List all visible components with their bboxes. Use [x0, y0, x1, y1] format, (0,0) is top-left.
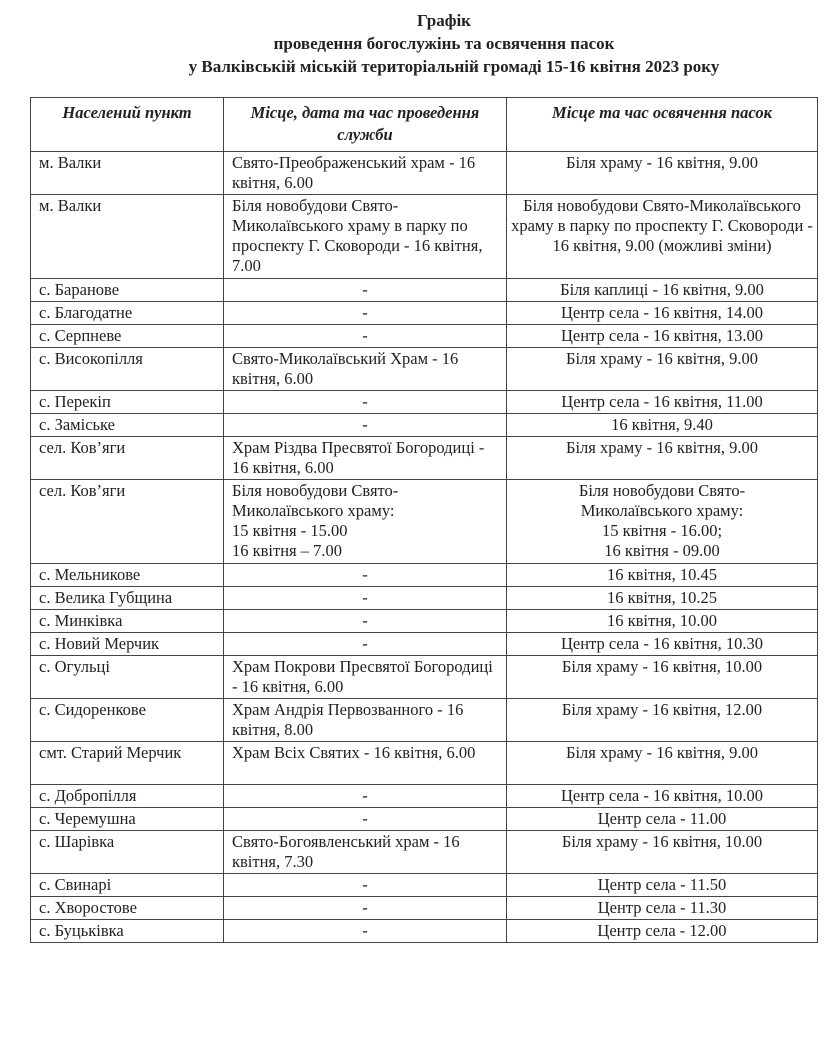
- table-row: [31, 480, 818, 564]
- service-cell: -: [224, 610, 507, 633]
- table-row: [31, 587, 818, 610]
- settlement-cell: с. Благодатне: [31, 302, 224, 325]
- table-row: [31, 302, 818, 325]
- blessing-cell: Біля новобудови Свято-Миколаївського храму в парку по проспекту Г. Сковороди - 16 квітня, 9.00 (можливі зміни): [507, 195, 818, 279]
- settlement-cell: с. Шарівка: [31, 831, 224, 874]
- blessing-line: 16 квітня - 09.00: [604, 541, 720, 560]
- blessing-cell: Біля храму - 16 квітня, 10.00: [507, 656, 818, 699]
- service-cell: Храм Різдва Пресвятої Богородиці - 16 квітня, 6.00: [224, 437, 507, 480]
- settlement-cell: сел. Ков’яги: [31, 480, 224, 564]
- blessing-cell: Біля храму - 16 квітня, 9.00: [507, 152, 818, 195]
- table-row: [31, 633, 818, 656]
- settlement-cell: сел. Ков’яги: [31, 437, 224, 480]
- service-cell: -: [224, 785, 507, 808]
- service-cell: -: [224, 325, 507, 348]
- table-row: [31, 348, 818, 391]
- settlement-cell: м. Валки: [31, 195, 224, 279]
- service-cell: -: [224, 920, 507, 943]
- table-row: [31, 610, 818, 633]
- settlement-cell: с. Минківка: [31, 610, 224, 633]
- schedule-table: [30, 97, 818, 943]
- settlement-cell: с. Свинарі: [31, 874, 224, 897]
- settlement-cell: с. Серпневе: [31, 325, 224, 348]
- blessing-cell: 16 квітня, 9.40: [507, 414, 818, 437]
- service-cell: -: [224, 279, 507, 302]
- blessing-cell: 16 квітня, 10.00: [507, 610, 818, 633]
- blessing-line: Біля новобудови Свято-: [578, 481, 746, 500]
- table-row: [31, 437, 818, 480]
- blessing-cell: Біля храму - 16 квітня, 9.00: [507, 742, 818, 785]
- blessing-cell: Центр села - 16 квітня, 11.00: [507, 391, 818, 414]
- settlement-cell: с. Черемушна: [31, 808, 224, 831]
- service-line: 15 квітня - 15.00: [232, 521, 348, 540]
- title-line-3: у Валківській міській територіальній громаді 15-16 квітня 2023 року: [188, 57, 720, 76]
- service-line: Біля новобудови Свято-: [232, 481, 399, 500]
- blessing-cell: Центр села - 12.00: [507, 920, 818, 943]
- settlement-cell: с. Новий Мерчик: [31, 633, 224, 656]
- settlement-cell: с. Добропілля: [31, 785, 224, 808]
- blessing-cell: Центр села - 11.00: [507, 808, 818, 831]
- blessing-line: 15 квітня - 16.00;: [601, 521, 723, 540]
- service-cell: -: [224, 302, 507, 325]
- settlement-cell: с. Хворостове: [31, 897, 224, 920]
- service-cell: Храм Андрія Первозванного - 16 квітня, 8.00: [224, 699, 507, 742]
- settlement-cell: смт. Старий Мерчик: [31, 742, 224, 785]
- blessing-cell: Центр села - 16 квітня, 13.00: [507, 325, 818, 348]
- blessing-cell: Центр села - 16 квітня, 14.00: [507, 302, 818, 325]
- title-line-2: проведення богослужінь та освячення пасок: [273, 34, 615, 53]
- service-cell: -: [224, 414, 507, 437]
- table-row: [31, 808, 818, 831]
- table-row: [31, 279, 818, 302]
- table-row: [31, 897, 818, 920]
- blessing-cell: Центр села - 16 квітня, 10.30: [507, 633, 818, 656]
- blessing-cell: Біля каплиці - 16 квітня, 9.00: [507, 279, 818, 302]
- settlement-cell: с. Велика Губщина: [31, 587, 224, 610]
- service-cell: [224, 480, 507, 564]
- table-row: [31, 414, 818, 437]
- table-row: [31, 831, 818, 874]
- settlement-cell: с. Сидоренкове: [31, 699, 224, 742]
- settlement-cell: с. Високопілля: [31, 348, 224, 391]
- settlement-cell: с. Мельникове: [31, 564, 224, 587]
- service-cell: -: [224, 391, 507, 414]
- table-row: [31, 742, 818, 785]
- blessing-cell: 16 квітня, 10.45: [507, 564, 818, 587]
- title-line-1: Графік: [417, 11, 471, 30]
- service-cell: -: [224, 587, 507, 610]
- service-cell: Свято-Миколаївський Храм - 16 квітня, 6.00: [224, 348, 507, 391]
- settlement-cell: с. Буцьківка: [31, 920, 224, 943]
- blessing-cell: Центр села - 11.50: [507, 874, 818, 897]
- blessing-cell: Біля храму - 16 квітня, 9.00: [507, 437, 818, 480]
- table-row: [31, 656, 818, 699]
- table-row: [31, 699, 818, 742]
- service-cell: Біля новобудови Свято-Миколаївського храму в парку по проспекту Г. Сковороди - 16 квітня, 7.00: [224, 195, 507, 279]
- table-row: [31, 785, 818, 808]
- blessing-cell: Біля храму - 16 квітня, 9.00: [507, 348, 818, 391]
- service-cell: -: [224, 633, 507, 656]
- table-row: [31, 325, 818, 348]
- service-cell: Свято-Богоявленський храм - 16 квітня, 7.30: [224, 831, 507, 874]
- service-cell: -: [224, 808, 507, 831]
- table-row: [31, 564, 818, 587]
- table-row: [31, 152, 818, 195]
- table-row: [31, 195, 818, 279]
- service-cell: -: [224, 564, 507, 587]
- service-cell: -: [224, 897, 507, 920]
- blessing-line: Миколаївського храму:: [580, 501, 744, 520]
- service-line: 16 квітня – 7.00: [232, 541, 343, 560]
- service-cell: -: [224, 874, 507, 897]
- table-row: [31, 920, 818, 943]
- table-row: [31, 391, 818, 414]
- settlement-cell: м. Валки: [31, 152, 224, 195]
- header-service: Місце, дата та час проведення служби: [224, 98, 507, 152]
- blessing-cell: Біля храму - 16 квітня, 12.00: [507, 699, 818, 742]
- blessing-cell: [507, 480, 818, 564]
- settlement-cell: с. Заміське: [31, 414, 224, 437]
- settlement-cell: с. Огульці: [31, 656, 224, 699]
- service-cell: Храм Покрови Пресвятої Богородиці - 16 квітня, 6.00: [224, 656, 507, 699]
- table-row: [31, 874, 818, 897]
- header-settlement: Населений пункт: [31, 98, 224, 152]
- service-cell: Свято-Преображенський храм - 16 квітня, 6.00: [224, 152, 507, 195]
- blessing-cell: Центр села - 11.30: [507, 897, 818, 920]
- settlement-cell: с. Перекіп: [31, 391, 224, 414]
- header-blessing: Місце та час освячення пасок: [507, 98, 818, 152]
- service-line: Миколаївського храму:: [232, 501, 395, 520]
- blessing-cell: 16 квітня, 10.25: [507, 587, 818, 610]
- blessing-cell: Центр села - 16 квітня, 10.00: [507, 785, 818, 808]
- blessing-cell: Біля храму - 16 квітня, 10.00: [507, 831, 818, 874]
- service-cell: Храм Всіх Святих - 16 квітня, 6.00: [224, 742, 507, 785]
- table-header-row: [31, 98, 818, 152]
- settlement-cell: с. Баранове: [31, 279, 224, 302]
